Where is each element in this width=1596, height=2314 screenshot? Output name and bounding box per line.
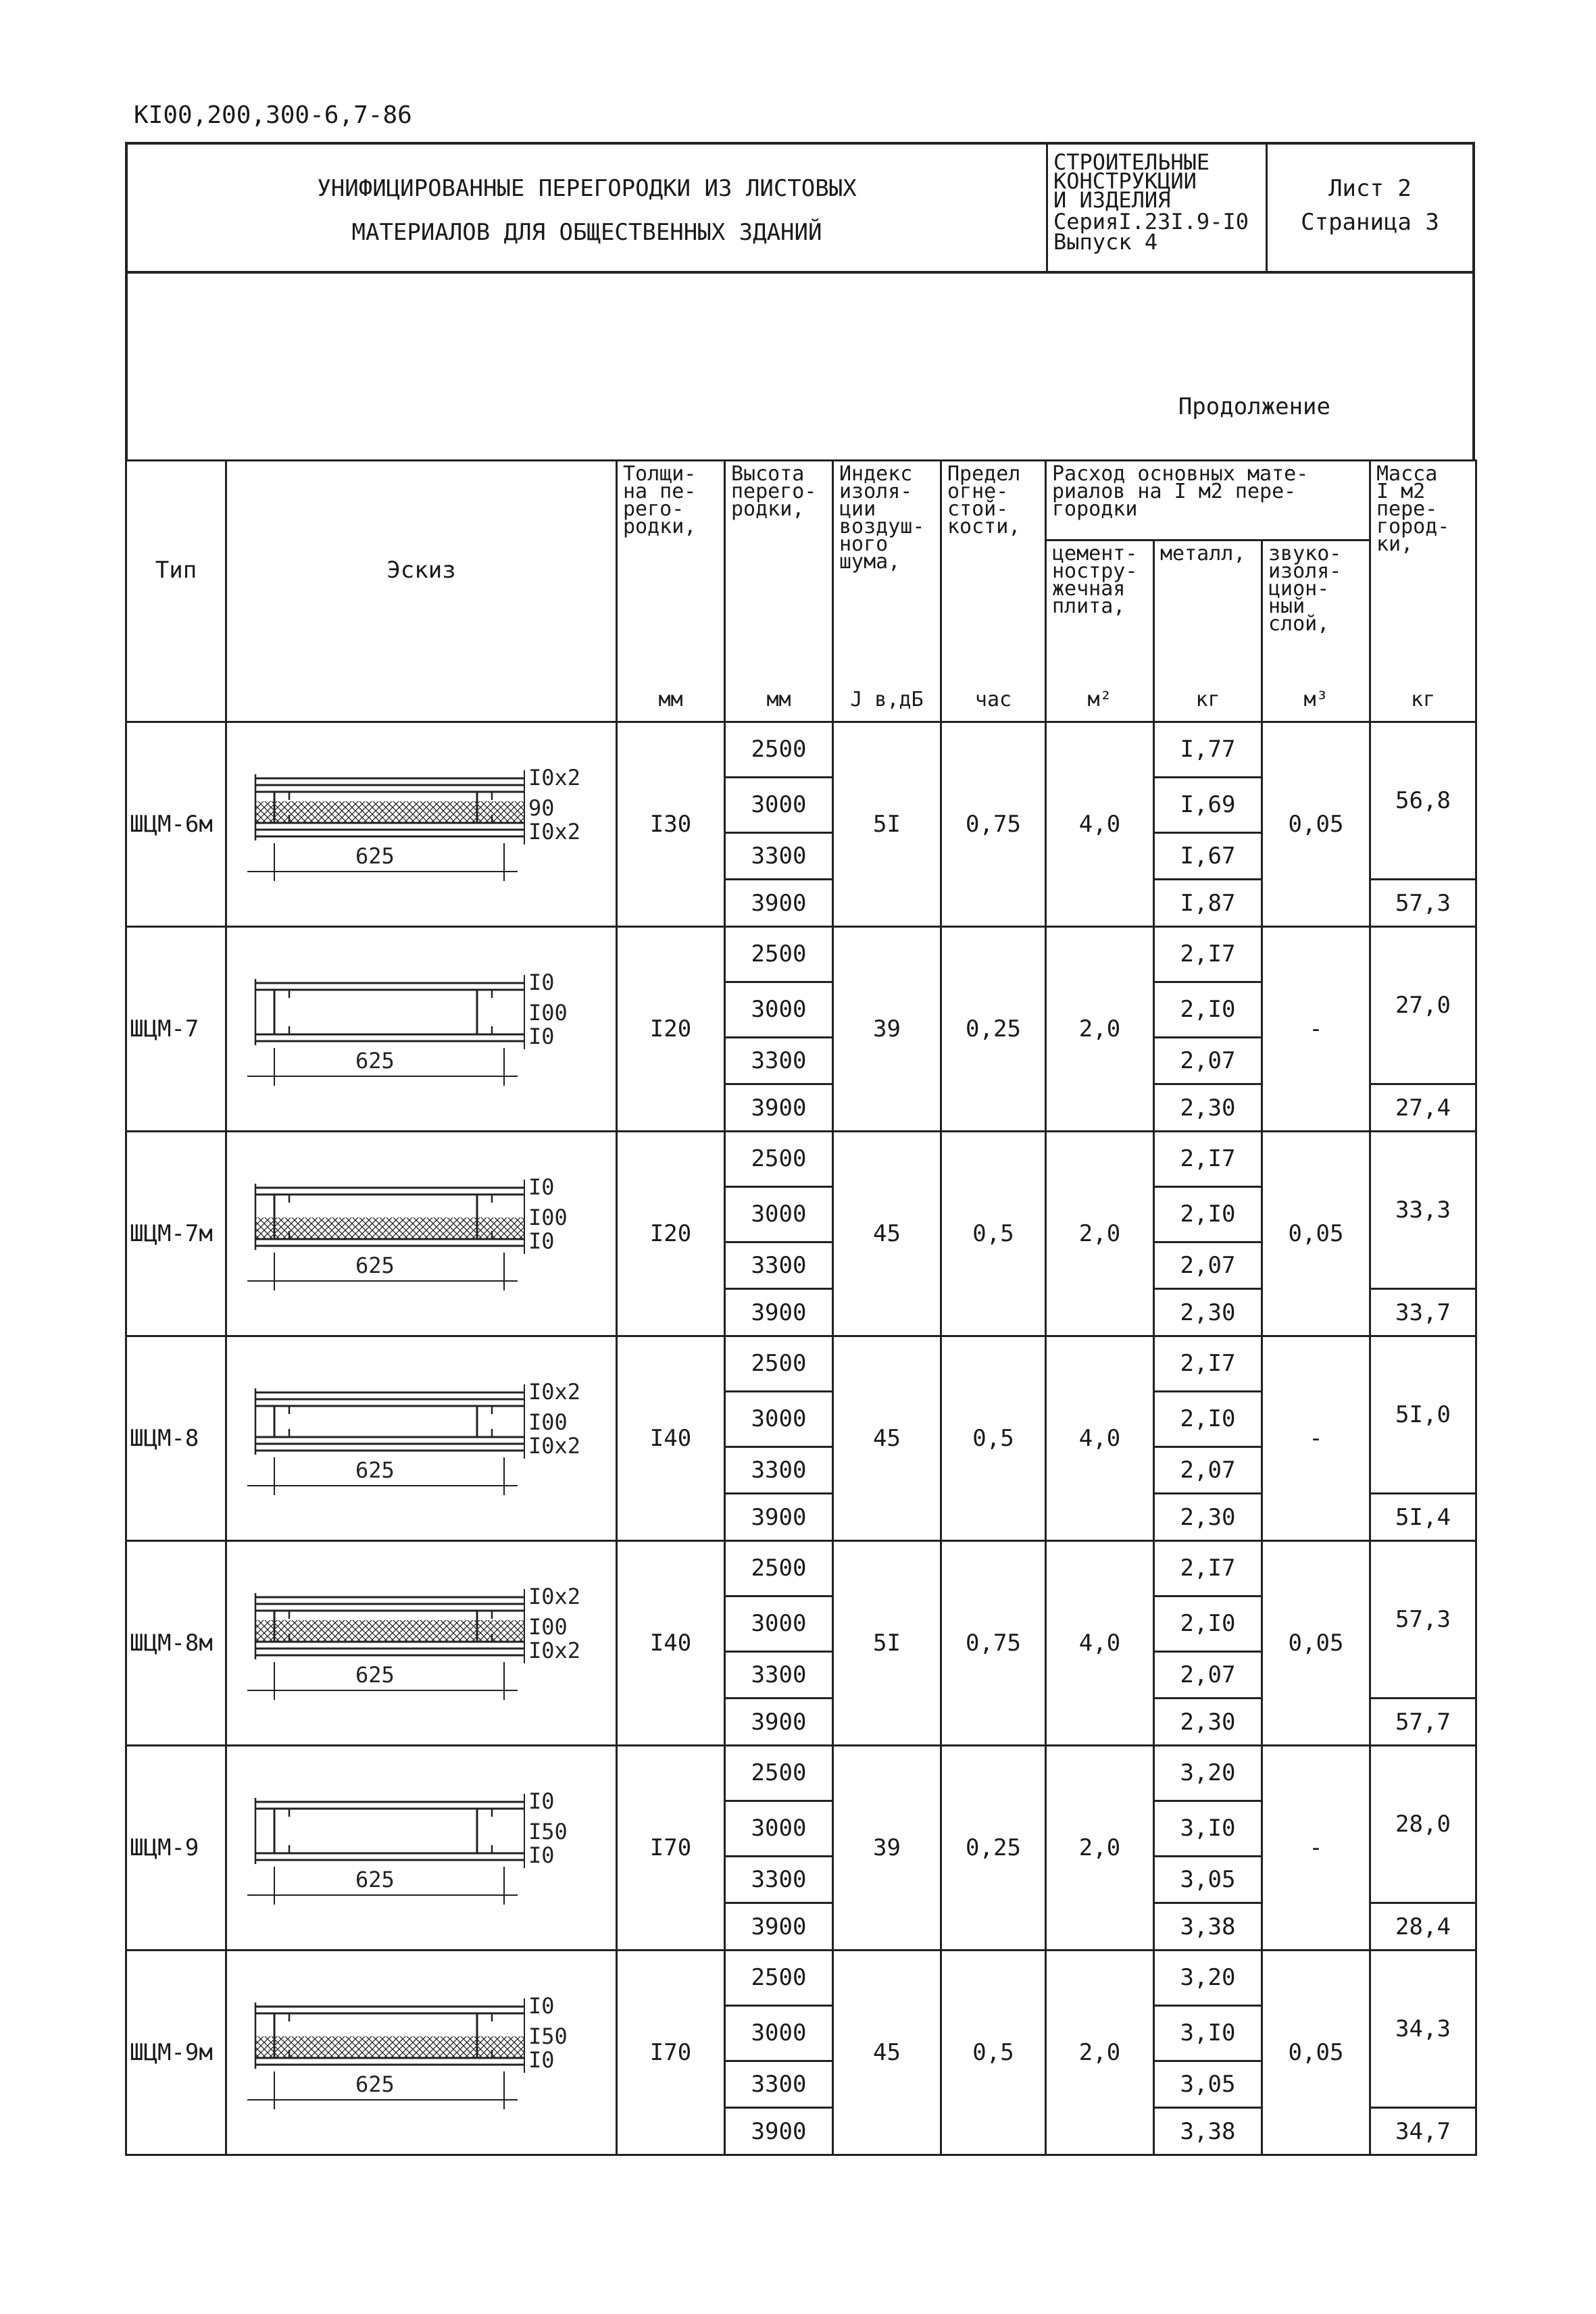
insul-cell: 0,05 — [1262, 1541, 1370, 1746]
partition-table — [125, 459, 1477, 2156]
continuation-label: Продолжение — [1178, 393, 1330, 420]
dim-middle: I00 — [528, 1614, 568, 1640]
dim-bottom: I0x2 — [528, 1433, 581, 1459]
unit-insul: м³ — [1262, 679, 1370, 722]
metal-cell: 3,20 — [1154, 1951, 1262, 2006]
sheet-cell — [1268, 145, 1472, 271]
fire-cell: 0,5 — [941, 1336, 1046, 1541]
metal-cell: 2,I7 — [1154, 1336, 1262, 1392]
type-cell: ШЦМ-9м — [126, 1951, 226, 2155]
insul-cell: - — [1262, 927, 1370, 1132]
index-cell: 45 — [833, 1132, 941, 1336]
mass-cell: 34,3 — [1370, 1951, 1476, 2108]
height-cell: 3300 — [725, 1242, 833, 1289]
metal-cell: 2,I7 — [1154, 1132, 1262, 1187]
metal-cell: 2,07 — [1154, 1447, 1262, 1494]
metal-cell: 3,38 — [1154, 2108, 1262, 2155]
fire-cell: 0,25 — [941, 927, 1046, 1132]
dim-top: I0x2 — [528, 1584, 581, 1609]
metal-cell: 3,I0 — [1154, 2005, 1262, 2061]
title-line-1: УНИФИЦИРОВАННЫЕ ПЕРЕГОРОДКИ ИЗ ЛИСТОВЫХ — [317, 175, 857, 202]
height-cell: 3900 — [725, 1289, 833, 1336]
table-row — [126, 1336, 1476, 1392]
cement-cell: 2,0 — [1046, 1132, 1154, 1336]
height-cell: 2500 — [725, 1132, 833, 1187]
col-mass: Масса I м2 пере- город- ки, — [1370, 461, 1476, 679]
metal-cell: 3,38 — [1154, 1903, 1262, 1951]
document-code: КI00,200,300-6,7-86 — [134, 101, 412, 129]
height-cell: 3900 — [725, 1903, 833, 1951]
mass-cell: 57,3 — [1370, 1541, 1476, 1699]
title-cell — [128, 145, 1048, 271]
title-line-2: МАТЕРИАЛОВ ДЛЯ ОБЩЕСТВЕННЫХ ЗДАНИЙ — [351, 219, 822, 246]
height-cell: 2500 — [725, 1746, 833, 1801]
dim-bottom: I0x2 — [528, 1638, 581, 1663]
dim-middle: I00 — [528, 1409, 568, 1435]
dim-top: I0 — [528, 1174, 555, 1200]
dim-bottom: I0x2 — [528, 819, 581, 845]
thickness-cell: I70 — [617, 1746, 725, 1951]
col-sketch: Эскиз — [226, 461, 617, 679]
mass-cell: 5I,4 — [1370, 1494, 1476, 1541]
thickness-cell: I30 — [617, 722, 725, 927]
fire-cell: 0,5 — [941, 1951, 1046, 2155]
dim-middle: I50 — [528, 2023, 568, 2049]
continuation-band — [125, 272, 1475, 461]
table-row — [126, 1746, 1476, 1801]
table-row — [126, 722, 1476, 778]
mass-cell: 57,3 — [1370, 880, 1476, 927]
col-index: Индекс изоля- ции воздуш- ного шума, — [833, 461, 941, 679]
dim-middle: 90 — [528, 795, 555, 821]
mass-cell: 28,4 — [1370, 1903, 1476, 1951]
height-cell: 3000 — [725, 982, 833, 1037]
series-line-3: И ИЗДЕЛИЯ — [1053, 187, 1171, 213]
partition-sketch — [227, 1132, 612, 1335]
sketch-cell — [226, 1132, 617, 1336]
insul-cell: 0,05 — [1262, 1951, 1370, 2155]
partition-sketch — [227, 1542, 612, 1744]
mass-cell: 28,0 — [1370, 1746, 1476, 1903]
mass-cell: 33,7 — [1370, 1289, 1476, 1336]
metal-cell: 2,30 — [1154, 1494, 1262, 1541]
dim-width: 625 — [355, 843, 395, 869]
unit-empty — [226, 679, 617, 722]
metal-cell: I,69 — [1154, 777, 1262, 832]
col-thickness: Толщи- на пе- рего- родки, — [617, 461, 725, 679]
series-line-5: Выпуск 4 — [1053, 229, 1158, 255]
series-cell — [1048, 145, 1268, 271]
unit-fire: час — [941, 679, 1046, 722]
dim-middle: I50 — [528, 1819, 568, 1844]
dim-width: 625 — [355, 2071, 395, 2097]
dim-width: 625 — [355, 1253, 395, 1278]
partition-sketch — [227, 1746, 612, 1949]
sketch-cell — [226, 1336, 617, 1541]
dim-top: I0 — [528, 1993, 555, 2019]
metal-cell: 2,30 — [1154, 1289, 1262, 1336]
type-cell: ШЦМ-8 — [126, 1336, 226, 1541]
index-cell: 39 — [833, 1746, 941, 1951]
height-cell: 3000 — [725, 1391, 833, 1447]
insul-cell: - — [1262, 1336, 1370, 1541]
metal-cell: I,67 — [1154, 832, 1262, 880]
thickness-cell: I40 — [617, 1541, 725, 1746]
dim-top: I0 — [528, 970, 555, 995]
dim-bottom: I0 — [528, 2047, 555, 2073]
dim-bottom: I0 — [528, 1842, 555, 1868]
thickness-cell: I70 — [617, 1951, 725, 2155]
metal-cell: 2,I7 — [1154, 927, 1262, 982]
type-cell: ШЦМ-7 — [126, 927, 226, 1132]
height-cell: 3000 — [725, 2005, 833, 2061]
cement-cell: 2,0 — [1046, 1951, 1154, 2155]
fire-cell: 0,75 — [941, 722, 1046, 927]
col-cement: цемент- ностру- жечная плита, — [1046, 540, 1154, 679]
partition-sketch — [227, 723, 612, 926]
dim-middle: I00 — [528, 1000, 568, 1026]
height-cell: 3900 — [725, 1699, 833, 1746]
col-metal: металл, — [1154, 540, 1262, 679]
height-cell: 3000 — [725, 777, 833, 832]
dim-middle: I00 — [528, 1205, 568, 1230]
metal-cell: 2,I0 — [1154, 1391, 1262, 1447]
height-cell: 2500 — [725, 927, 833, 982]
height-cell: 3900 — [725, 880, 833, 927]
sheet-number: Лист 2 — [1328, 175, 1412, 202]
metal-cell: 2,07 — [1154, 1037, 1262, 1084]
unit-index: Ј в,дБ — [833, 679, 941, 722]
height-cell: 3300 — [725, 2061, 833, 2108]
unit-metal: кг — [1154, 679, 1262, 722]
mass-cell: 27,4 — [1370, 1084, 1476, 1132]
mass-cell: 27,0 — [1370, 927, 1476, 1084]
metal-cell: 3,20 — [1154, 1746, 1262, 1801]
sketch-cell — [226, 1541, 617, 1746]
metal-cell: 2,30 — [1154, 1699, 1262, 1746]
series-line-4: СерияI.23I.9-I0 — [1053, 209, 1249, 234]
height-cell: 2500 — [725, 1541, 833, 1596]
type-cell: ШЦМ-9 — [126, 1746, 226, 1951]
dim-top: I0x2 — [528, 765, 581, 790]
height-cell: 3000 — [725, 1186, 833, 1242]
metal-cell: I,77 — [1154, 722, 1262, 778]
partition-sketch — [227, 1951, 612, 2154]
unit-cement: м² — [1046, 679, 1154, 722]
thickness-cell: I20 — [617, 1132, 725, 1336]
metal-cell: 2,07 — [1154, 1242, 1262, 1289]
height-cell: 3000 — [725, 1801, 833, 1856]
cement-cell: 4,0 — [1046, 722, 1154, 927]
metal-cell: 3,05 — [1154, 1856, 1262, 1903]
type-cell: ШЦМ-7м — [126, 1132, 226, 1336]
sketch-cell — [226, 1951, 617, 2155]
metal-cell: 3,I0 — [1154, 1801, 1262, 1856]
dim-bottom: I0 — [528, 1228, 555, 1254]
col-fire: Предел огне- стой- кости, — [941, 461, 1046, 679]
index-cell: 39 — [833, 927, 941, 1132]
dim-bottom: I0 — [528, 1024, 555, 1049]
title-block — [125, 142, 1475, 274]
height-cell: 3300 — [725, 1447, 833, 1494]
metal-cell: I,87 — [1154, 880, 1262, 927]
series-line-1: СТРОИТЕЛЬНЫЕ — [1053, 149, 1210, 175]
unit-mass: кг — [1370, 679, 1476, 722]
insul-cell: 0,05 — [1262, 722, 1370, 927]
dim-top: I0x2 — [528, 1379, 581, 1405]
fire-cell: 0,75 — [941, 1541, 1046, 1746]
height-cell: 3900 — [725, 1084, 833, 1132]
metal-cell: 2,I0 — [1154, 1186, 1262, 1242]
table-row — [126, 1132, 1476, 1187]
table-row — [126, 927, 1476, 982]
unit-height: мм — [725, 679, 833, 722]
metal-cell: 2,I0 — [1154, 982, 1262, 1037]
dim-width: 625 — [355, 1867, 395, 1892]
height-cell: 2500 — [725, 1951, 833, 2006]
sketch-cell — [226, 927, 617, 1132]
sketch-cell — [226, 1746, 617, 1951]
cement-cell: 4,0 — [1046, 1336, 1154, 1541]
height-cell: 3300 — [725, 1856, 833, 1903]
thickness-cell: I20 — [617, 927, 725, 1132]
height-cell: 3900 — [725, 1494, 833, 1541]
metal-cell: 2,I7 — [1154, 1541, 1262, 1596]
height-cell: 3900 — [725, 2108, 833, 2155]
height-cell: 2500 — [725, 1336, 833, 1392]
metal-cell: 2,07 — [1154, 1651, 1262, 1699]
fire-cell: 0,25 — [941, 1746, 1046, 1951]
dim-top: I0 — [528, 1788, 555, 1814]
insul-cell: - — [1262, 1746, 1370, 1951]
col-type: Тип — [126, 461, 226, 679]
sketch-cell — [226, 722, 617, 927]
mass-cell: 57,7 — [1370, 1699, 1476, 1746]
index-cell: 5I — [833, 722, 941, 927]
dim-width: 625 — [355, 1662, 395, 1688]
height-cell: 3000 — [725, 1596, 833, 1651]
height-cell: 3300 — [725, 832, 833, 880]
unit-empty — [126, 679, 226, 722]
insul-cell: 0,05 — [1262, 1132, 1370, 1336]
unit-thickness: мм — [617, 679, 725, 722]
height-cell: 3300 — [725, 1651, 833, 1699]
cement-cell: 2,0 — [1046, 1746, 1154, 1951]
height-cell: 3300 — [725, 1037, 833, 1084]
height-cell: 2500 — [725, 722, 833, 778]
type-cell: ШЦМ-6м — [126, 722, 226, 927]
table-row — [126, 1951, 1476, 2006]
index-cell: 45 — [833, 1336, 941, 1541]
index-cell: 45 — [833, 1951, 941, 2155]
cement-cell: 2,0 — [1046, 927, 1154, 1132]
partition-sketch — [227, 1337, 612, 1540]
col-height: Высота перего- родки, — [725, 461, 833, 679]
mass-cell: 5I,0 — [1370, 1336, 1476, 1494]
type-cell: ШЦМ-8м — [126, 1541, 226, 1746]
index-cell: 5I — [833, 1541, 941, 1746]
thickness-cell: I40 — [617, 1336, 725, 1541]
metal-cell: 2,30 — [1154, 1084, 1262, 1132]
fire-cell: 0,5 — [941, 1132, 1046, 1336]
series-line-2: КОНСТРУКЦИИ — [1053, 168, 1197, 194]
mass-cell: 34,7 — [1370, 2108, 1476, 2155]
table-row — [126, 1541, 1476, 1596]
dim-width: 625 — [355, 1457, 395, 1483]
col-consumption: Расход основных мате- риалов на I м2 пере- городки — [1046, 461, 1370, 540]
dim-width: 625 — [355, 1048, 395, 1074]
metal-cell: 2,I0 — [1154, 1596, 1262, 1651]
col-insul: звуко- изоля- цион- ный слой, — [1262, 540, 1370, 679]
page-number: Страница 3 — [1301, 209, 1439, 236]
metal-cell: 3,05 — [1154, 2061, 1262, 2108]
mass-cell: 33,3 — [1370, 1132, 1476, 1289]
partition-sketch — [227, 928, 612, 1130]
mass-cell: 56,8 — [1370, 722, 1476, 880]
cement-cell: 4,0 — [1046, 1541, 1154, 1746]
